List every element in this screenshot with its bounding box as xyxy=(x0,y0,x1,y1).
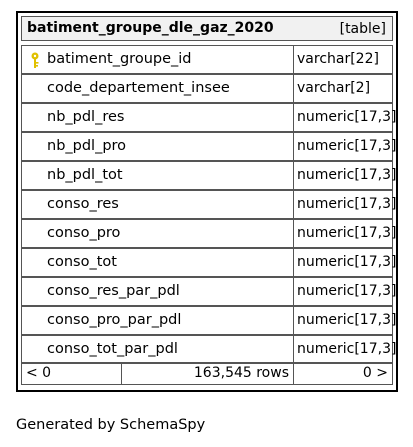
column-type-cell xyxy=(293,103,397,132)
parents-count: < 0 xyxy=(26,365,52,381)
column-name: batiment_groupe_id xyxy=(47,51,192,67)
column-name-cell xyxy=(21,306,294,335)
table-name: batiment_groupe_dle_gaz_2020 xyxy=(27,20,274,36)
column-name: conso_pro_par_pdl xyxy=(47,312,182,328)
generated-by-caption: Generated by SchemaSpy xyxy=(16,417,206,433)
column-row[interactable] xyxy=(21,74,393,103)
column-type-cell xyxy=(293,306,397,335)
parents-cell[interactable] xyxy=(21,362,122,385)
column-name: nb_pdl_pro xyxy=(47,138,127,154)
column-type-cell xyxy=(293,161,397,190)
column-name: conso_tot_par_pdl xyxy=(47,341,178,357)
column-name-cell xyxy=(21,219,294,248)
column-type-cell xyxy=(293,335,397,364)
column-type-cell xyxy=(293,132,397,161)
column-name-cell xyxy=(21,45,294,74)
column-type: varchar[2] xyxy=(297,80,371,96)
table-node[interactable] xyxy=(16,11,398,392)
column-type: numeric[17,3] xyxy=(297,167,397,183)
column-row[interactable] xyxy=(21,132,397,161)
column-type-cell xyxy=(293,190,397,219)
column-type: numeric[17,3] xyxy=(297,254,397,270)
column-type: numeric[17,3] xyxy=(297,312,397,328)
column-name: conso_pro xyxy=(47,225,121,241)
column-type-cell xyxy=(293,248,397,277)
column-name-cell xyxy=(21,161,294,190)
column-row[interactable] xyxy=(21,219,397,248)
column-type-cell xyxy=(293,74,393,103)
row-count-cell xyxy=(121,362,294,385)
column-name-cell xyxy=(21,335,294,364)
column-type: numeric[17,3] xyxy=(297,283,397,299)
column-type: varchar[22] xyxy=(297,51,379,67)
column-name: nb_pdl_tot xyxy=(47,167,123,183)
children-cell[interactable] xyxy=(293,362,393,385)
column-row[interactable] xyxy=(21,161,397,190)
column-row[interactable] xyxy=(21,45,393,74)
column-name: code_departement_insee xyxy=(47,80,230,96)
column-type: numeric[17,3] xyxy=(297,225,397,241)
column-name: conso_tot xyxy=(47,254,117,270)
column-type: numeric[17,3] xyxy=(297,138,397,154)
column-name-cell xyxy=(21,103,294,132)
column-name-cell xyxy=(21,277,294,306)
column-name-cell xyxy=(21,132,294,161)
column-row[interactable] xyxy=(21,277,397,306)
column-type: numeric[17,3] xyxy=(297,196,397,212)
column-name: nb_pdl_res xyxy=(47,109,125,125)
column-row[interactable] xyxy=(21,335,397,364)
table-kind: [table] xyxy=(339,21,386,37)
column-name-cell xyxy=(21,74,294,103)
row-count: 163,545 rows xyxy=(193,365,289,381)
key-icon xyxy=(29,52,41,69)
column-row[interactable] xyxy=(21,190,397,219)
column-name-cell xyxy=(21,190,294,219)
children-count: 0 > xyxy=(362,365,388,381)
column-name: conso_res xyxy=(47,196,119,212)
column-type-cell xyxy=(293,219,397,248)
column-row[interactable] xyxy=(21,103,397,132)
column-row[interactable] xyxy=(21,306,397,335)
column-row[interactable] xyxy=(21,248,397,277)
column-name: conso_res_par_pdl xyxy=(47,283,180,299)
column-type: numeric[17,3] xyxy=(297,109,397,125)
column-name-cell xyxy=(21,248,294,277)
table-footer xyxy=(21,362,393,385)
table-header xyxy=(21,16,393,41)
column-type-cell xyxy=(293,45,393,74)
column-type: numeric[17,3] xyxy=(297,341,397,357)
column-type-cell xyxy=(293,277,397,306)
